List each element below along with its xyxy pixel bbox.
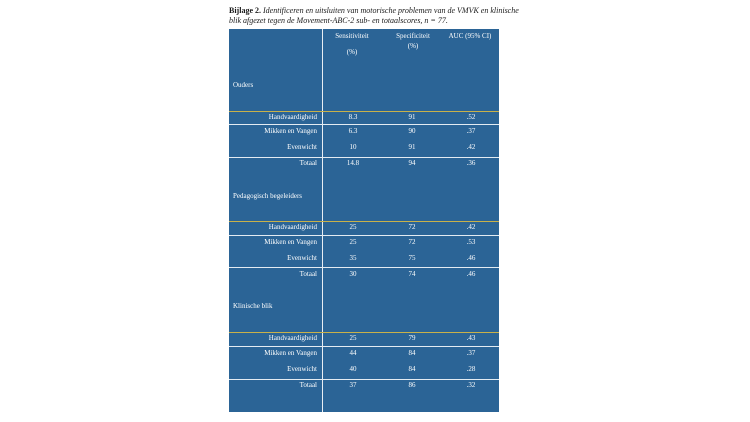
row-divider: [229, 235, 499, 236]
row-divider: [229, 111, 499, 112]
row-label: Evenwicht: [287, 254, 317, 262]
row-divider: [229, 221, 499, 222]
cell-auc: .46: [466, 254, 476, 262]
row-divider: [229, 157, 499, 158]
row-divider: [229, 379, 499, 380]
cell-auc: .37: [466, 349, 476, 357]
group-label-pedagogisch-begeleiders: Pedagogisch begeleiders: [233, 192, 303, 200]
group-label-ouders: Ouders: [233, 81, 254, 89]
cell-specificity: 75: [408, 254, 416, 262]
cell-specificity: 84: [408, 365, 416, 373]
caption-text: Identificeren en uitsluiten van motorische problemen van de VMVK en klinische blik afgezet tegen de Movement-ABC-2 sub- en totaalscores, n = 77.: [229, 6, 519, 25]
cell-sensitivity: 37: [349, 381, 357, 389]
header-specificity: [385, 32, 441, 51]
header-sensitivity-unit: (%): [346, 48, 358, 56]
header-specificity-label: Specificiteit: [396, 32, 430, 40]
cell-sensitivity: 25: [349, 238, 357, 246]
cell-auc: .42: [466, 143, 476, 151]
row-label: Totaal: [299, 159, 317, 167]
row-label: Totaal: [299, 270, 317, 278]
cell-specificity: 91: [408, 143, 416, 151]
cell-specificity: 90: [408, 127, 416, 135]
cell-sensitivity: 14.8: [346, 159, 360, 167]
group-label-klinische-blik: Klinische blik: [233, 302, 273, 310]
cell-auc: .32: [466, 381, 476, 389]
cell-sensitivity: 40: [349, 365, 357, 373]
row-label: Evenwicht: [287, 365, 317, 373]
cell-specificity: 84: [408, 349, 416, 357]
header-sensitivity: [323, 32, 381, 57]
cell-auc: .52: [466, 113, 476, 121]
cell-specificity: 86: [408, 381, 416, 389]
row-divider: [229, 267, 499, 268]
cell-auc: .46: [466, 270, 476, 278]
cell-specificity: 91: [408, 113, 416, 121]
header-auc: [441, 32, 499, 41]
cell-auc: .37: [466, 127, 476, 135]
header-auc-label: AUC (95% CI): [448, 32, 492, 40]
row-label: Mikken en Vangen: [264, 127, 317, 135]
row-divider: [229, 346, 499, 347]
cell-sensitivity: 25: [349, 334, 357, 342]
cell-specificity: 79: [408, 334, 416, 342]
cell-specificity: 94: [408, 159, 416, 167]
cell-specificity: 72: [408, 238, 416, 246]
caption-label: Bijlage 2.: [229, 6, 261, 15]
cell-sensitivity: 6.3: [348, 127, 358, 135]
results-table: [229, 29, 499, 412]
cell-auc: .36: [466, 159, 476, 167]
cell-auc: .42: [466, 223, 476, 231]
cell-auc: .53: [466, 238, 476, 246]
row-label: Handvaardigheid: [268, 113, 317, 121]
header-sensitivity-label: Sensitiviteit: [335, 32, 369, 40]
cell-sensitivity: 8.3: [348, 113, 358, 121]
row-divider: [229, 124, 499, 125]
cell-specificity: 74: [408, 270, 416, 278]
cell-sensitivity: 44: [349, 349, 357, 357]
row-label: Totaal: [299, 381, 317, 389]
cell-specificity: 72: [408, 223, 416, 231]
header-specificity-unit: (%): [407, 42, 419, 50]
cell-sensitivity: 30: [349, 270, 357, 278]
row-label: Handvaardigheid: [268, 223, 317, 231]
table-caption: [229, 6, 529, 26]
cell-auc: .43: [466, 334, 476, 342]
cell-sensitivity: 35: [349, 254, 357, 262]
cell-sensitivity: 10: [349, 143, 357, 151]
cell-sensitivity: 25: [349, 223, 357, 231]
row-label: Handvaardigheid: [268, 334, 317, 342]
cell-auc: .28: [466, 365, 476, 373]
row-label: Evenwicht: [287, 143, 317, 151]
row-label: Mikken en Vangen: [264, 238, 317, 246]
row-label: Mikken en Vangen: [264, 349, 317, 357]
row-divider: [229, 332, 499, 333]
